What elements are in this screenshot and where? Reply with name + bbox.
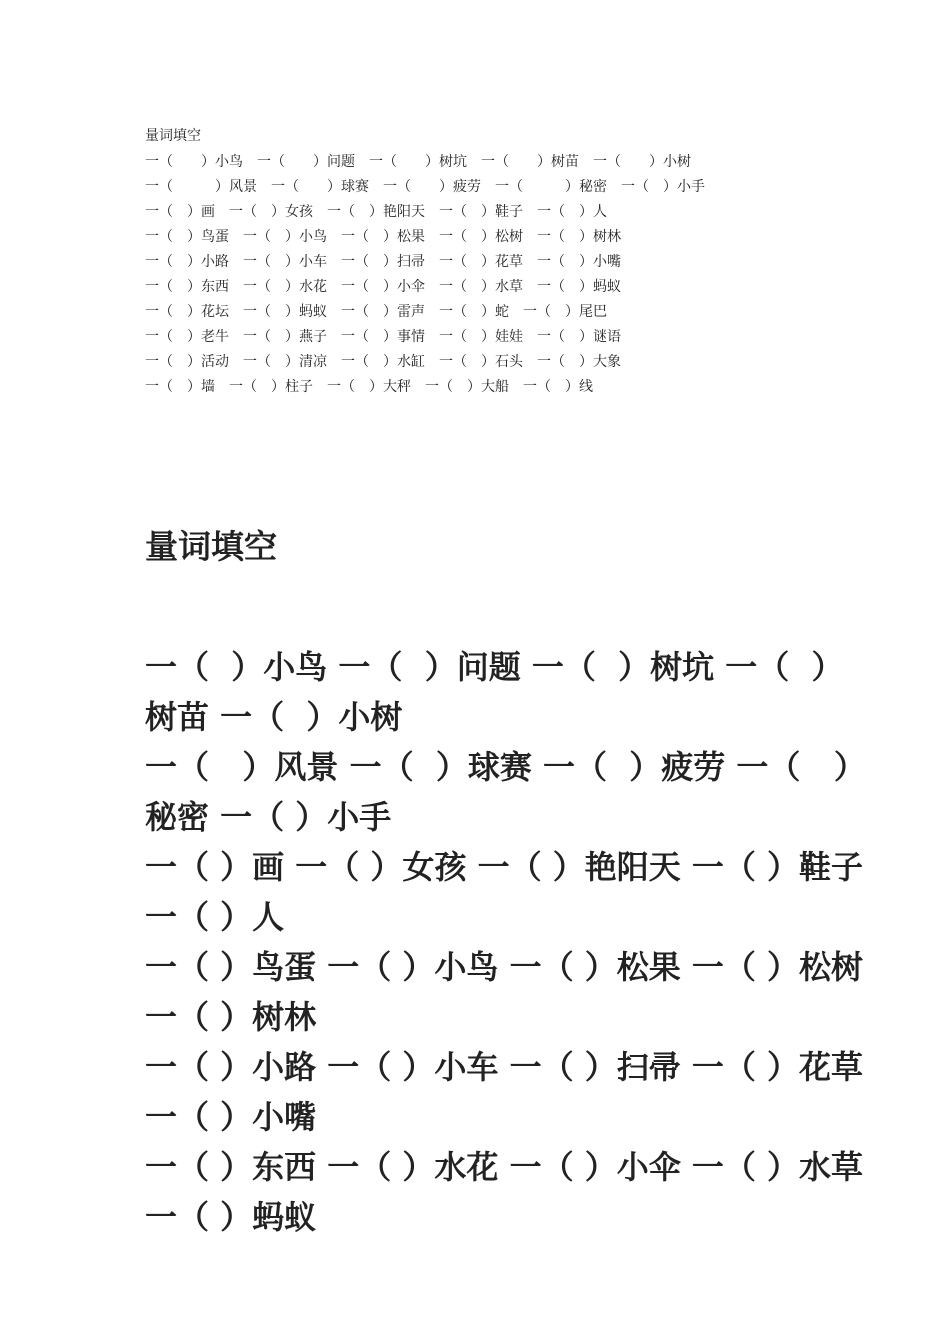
small-exercise-block xyxy=(145,126,825,400)
large-exercise-line: 一（ ）小嘴 xyxy=(145,1098,317,1136)
small-exercise-line: 一（ ）墙 一（ ）柱子 一（ ）大秤 一（ ）大船 一（ ）线 xyxy=(145,379,593,395)
large-exercise-line: 一（ ）画 一（ ）女孩 一（ ）艳阳天 一（ ）鞋子 xyxy=(145,848,863,886)
large-exercise-line: 一（ ）鸟蛋 一（ ）小鸟 一（ ）松果 一（ ）松树 xyxy=(145,948,863,986)
small-exercise-line: 一（ ）风景 一（ ）球赛 一（ ）疲劳 一（ ）秘密 一（ ）小手 xyxy=(145,179,705,195)
small-section-title: 量词填空 xyxy=(145,128,201,144)
large-exercise-block xyxy=(145,522,866,1242)
small-exercise-line: 一（ ）花坛 一（ ）蚂蚁 一（ ）雷声 一（ ）蛇 一（ ）尾巴 xyxy=(145,304,607,320)
small-exercise-line: 一（ ）画 一（ ）女孩 一（ ）艳阳天 一（ ）鞋子 一（ ）人 xyxy=(145,204,607,220)
large-exercise-line: 树苗 一（ ）小树 xyxy=(145,698,403,736)
large-exercise-line: 一（ ）东西 一（ ）水花 一（ ）小伞 一（ ）水草 xyxy=(145,1148,863,1186)
large-exercise-line: 一（ ）风景 一（ ）球赛 一（ ）疲劳 一（ ） xyxy=(145,748,866,786)
large-exercise-line: 一（ ）蚂蚁 xyxy=(145,1198,317,1236)
large-exercise-line: 一（ ）小路 一（ ）小车 一（ ）扫帚 一（ ）花草 xyxy=(145,1048,863,1086)
large-exercise-line: 一（ ）小鸟 一（ ）问题 一（ ）树坑 一（ ） xyxy=(145,648,844,686)
small-exercise-line: 一（ ）东西 一（ ）水花 一（ ）小伞 一（ ）水草 一（ ）蚂蚁 xyxy=(145,279,621,295)
small-exercise-line: 一（ ）小鸟 一（ ）问题 一（ ）树坑 一（ ）树苗 一（ ）小树 xyxy=(145,154,691,170)
small-exercise-line: 一（ ）活动 一（ ）清凉 一（ ）水缸 一（ ）石头 一（ ）大象 xyxy=(145,354,621,370)
small-exercise-line: 一（ ）小路 一（ ）小车 一（ ）扫帚 一（ ）花草 一（ ）小嘴 xyxy=(145,254,621,270)
large-exercise-line: 一（ ）树林 xyxy=(145,998,317,1036)
large-exercise-line: 秘密 一（ ）小手 xyxy=(145,798,392,836)
large-exercise-line: 一（ ）人 xyxy=(145,898,285,936)
small-exercise-line: 一（ ）老牛 一（ ）燕子 一（ ）事情 一（ ）娃娃 一（ ）谜语 xyxy=(145,329,621,345)
small-exercise-line: 一（ ）鸟蛋 一（ ）小鸟 一（ ）松果 一（ ）松树 一（ ）树林 xyxy=(145,229,621,245)
large-section-title: 量词填空 xyxy=(145,527,277,566)
